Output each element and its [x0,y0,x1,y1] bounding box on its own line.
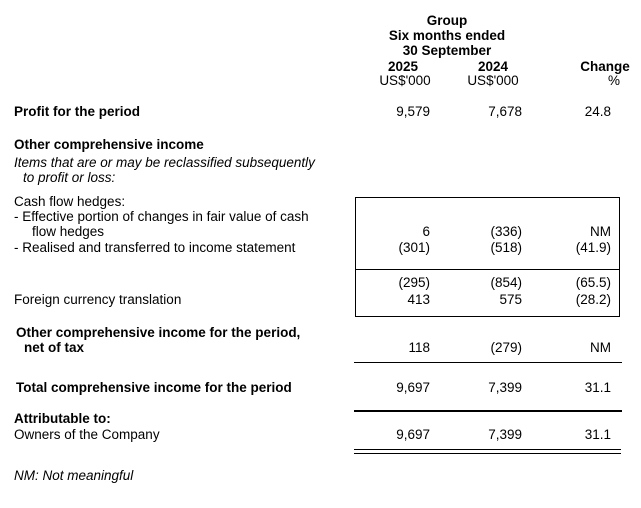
section-heading: Attributable to: [14,411,111,426]
value-2024: 7,678 [488,104,522,119]
period-label-line2: 30 September [402,43,492,58]
row-oci-net-of-tax [0,325,621,355]
row-label [0,325,356,355]
row-label: Foreign currency translation [14,292,182,307]
section-heading: Other comprehensive income [14,137,204,152]
section-heading: Cash flow hedges: [14,194,126,209]
row-label: - Realised and transferred to income statement [14,240,296,255]
value-2024: 7,399 [488,380,522,395]
row-profit-for-period [0,104,621,119]
value-change: (65.5) [575,275,611,290]
value-2024: (518) [490,240,522,255]
column-header-2025: 2025 [387,59,419,74]
value-change: 31.1 [584,427,611,442]
value-change: NM [590,340,611,355]
row-hedges-subtotal [0,275,621,290]
column-header-change: Change [580,59,630,74]
value-2024: (854) [490,275,522,290]
column-header-2024: 2024 [477,59,509,74]
unit-header-2025: US$'000 [379,73,431,88]
row-label-line2: flow hedges [32,224,105,239]
row-cash-flow-hedges-heading [0,194,621,209]
row-owners-of-company [0,427,621,442]
row-label-line2: net of tax [24,340,85,355]
scope-label: Group [426,13,468,28]
row-label [0,209,356,239]
row-effective-portion [0,209,621,239]
row-label-line2: to profit or loss: [23,170,116,185]
value-2025: 413 [407,292,430,307]
value-2025: 9,697 [396,427,430,442]
value-2024: (336) [490,224,522,239]
row-total-comprehensive-income [0,380,621,395]
value-change: 31.1 [584,380,611,395]
row-label: Profit for the period [14,104,140,119]
grand-total-double-rule [354,449,621,454]
value-change: (28.2) [575,292,611,307]
value-2025: 118 [408,340,430,355]
row-label: Owners of the Company [14,427,160,442]
row-other-comprehensive-income-heading [0,137,621,152]
column-group-header [357,13,537,58]
row-items-reclassified-note [0,155,621,185]
row-label: Total comprehensive income for the period [16,380,292,395]
unit-header-change: % [607,73,620,88]
unit-header-2024: US$'000 [467,73,519,88]
period-label-line1: Six months ended [388,28,506,43]
row-label-line1: Items that are or may be reclassified subsequently [14,155,315,170]
hedges-box-divider-rule [355,269,620,270]
value-2025: (301) [398,240,430,255]
value-2024: 575 [499,292,522,307]
value-change: 24.8 [584,104,611,119]
value-change: (41.9) [575,240,611,255]
row-realised-transferred [0,240,621,255]
oci-subtotal-rule [354,362,622,363]
value-2024: (279) [490,340,522,355]
row-label-line1: - Effective portion of changes in fair value of cash [14,209,309,224]
value-2024: 7,399 [488,427,522,442]
row-label [0,155,356,185]
row-label-line1: Other comprehensive income for the period, [16,325,301,340]
value-2025: (295) [398,275,430,290]
footnote-nm-definition: NM: Not meaningful [14,468,134,483]
row-attributable-to-heading [0,411,621,426]
value-change: NM [590,224,611,239]
value-2025: 9,579 [396,104,430,119]
value-2025: 9,697 [396,380,430,395]
row-foreign-currency-translation [0,292,621,307]
value-2025: 6 [422,224,430,239]
